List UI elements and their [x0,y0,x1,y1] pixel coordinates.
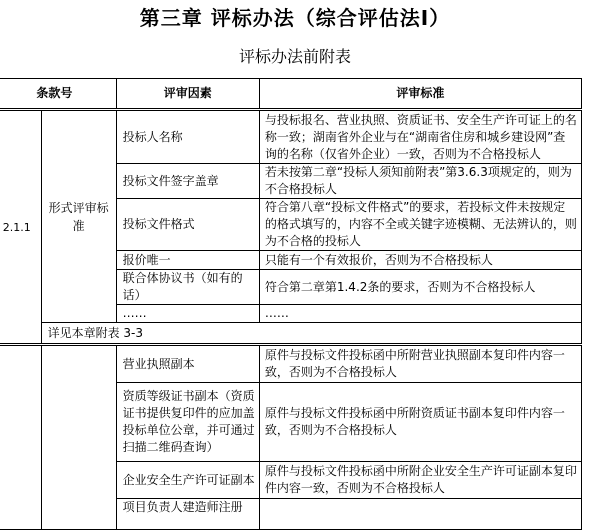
standard-cell [259,499,581,530]
factor-cell: 项目负责人建造师注册 [116,499,259,530]
factor-cell: 联合体协议书（如有的话） [116,270,259,305]
header-factor: 评审因素 [116,79,259,110]
factor-cell: 投标文件格式 [116,199,259,251]
chapter-title: 第三章 评标办法（综合评估法Ⅰ） [139,6,451,30]
factor-cell: 报价唯一 [116,251,259,270]
standard-cell: 原件与投标文件投标函中所附企业安全生产许可证副本复印件内容一致，否则为不合格投标人 [259,462,581,499]
review-category-empty [41,345,116,530]
header-clause: 条款号 [0,79,116,110]
standard-cell: 若未按第二章“投标人须知前附表”第3.6.3项规定的，则为不合格投标人 [259,164,581,199]
standard-cell: 只能有一个有效报价，否则为不合格投标人 [259,251,581,270]
standard-cell: 符合第二章第1.4.2条的要求，否则为不合格投标人 [259,270,581,305]
evaluation-table [0,78,582,530]
note-cell: 详见本章附表 3-3 [41,323,581,345]
standard-cell: 原件与投标文件投标函中所附营业执照副本复印件内容一致，否则为不合格投标人 [259,345,581,383]
clause-number: 2.1.1 [0,110,41,345]
table-row [0,110,582,164]
factor-cell: 营业执照副本 [116,345,259,383]
table-row [0,323,582,345]
standard-cell: 符合第八章“投标文件格式”的要求，若投标文件未按规定的格式填写的，内容不全或关键字迹模糊、无法辨认的，则为不合格的投标人 [259,199,581,251]
table-header-row [0,79,582,110]
clause-number-empty [0,345,41,530]
standard-cell: …… [259,305,581,323]
review-category: 形式评审标 准 [41,110,116,323]
header-standard: 评审标准 [259,79,581,110]
factor-cell: …… [116,305,259,323]
standard-cell: 与投标报名、营业执照、资质证书、安全生产许可证上的名称一致；湖南省外企业与在“湖南省住房和城乡建设网”查询的名称（仅省外企业）一致，否则为不合格投标人 [259,110,581,164]
factor-cell: 资质等级证书副本（资质证书提供复印件的应加盖投标单位公章，并可通过扫描二维码查询） [116,383,259,462]
factor-cell: 投标文件签字盖章 [116,164,259,199]
factor-cell: 企业安全生产许可证副本 [116,462,259,499]
table-title: 评标办法前附表 [238,47,351,66]
factor-cell: 投标人名称 [116,110,259,164]
table-row [0,345,582,383]
standard-cell: 原件与投标文件投标函中所附资质证书副本复印件内容一致，否则为不合格投标人 [259,383,581,462]
